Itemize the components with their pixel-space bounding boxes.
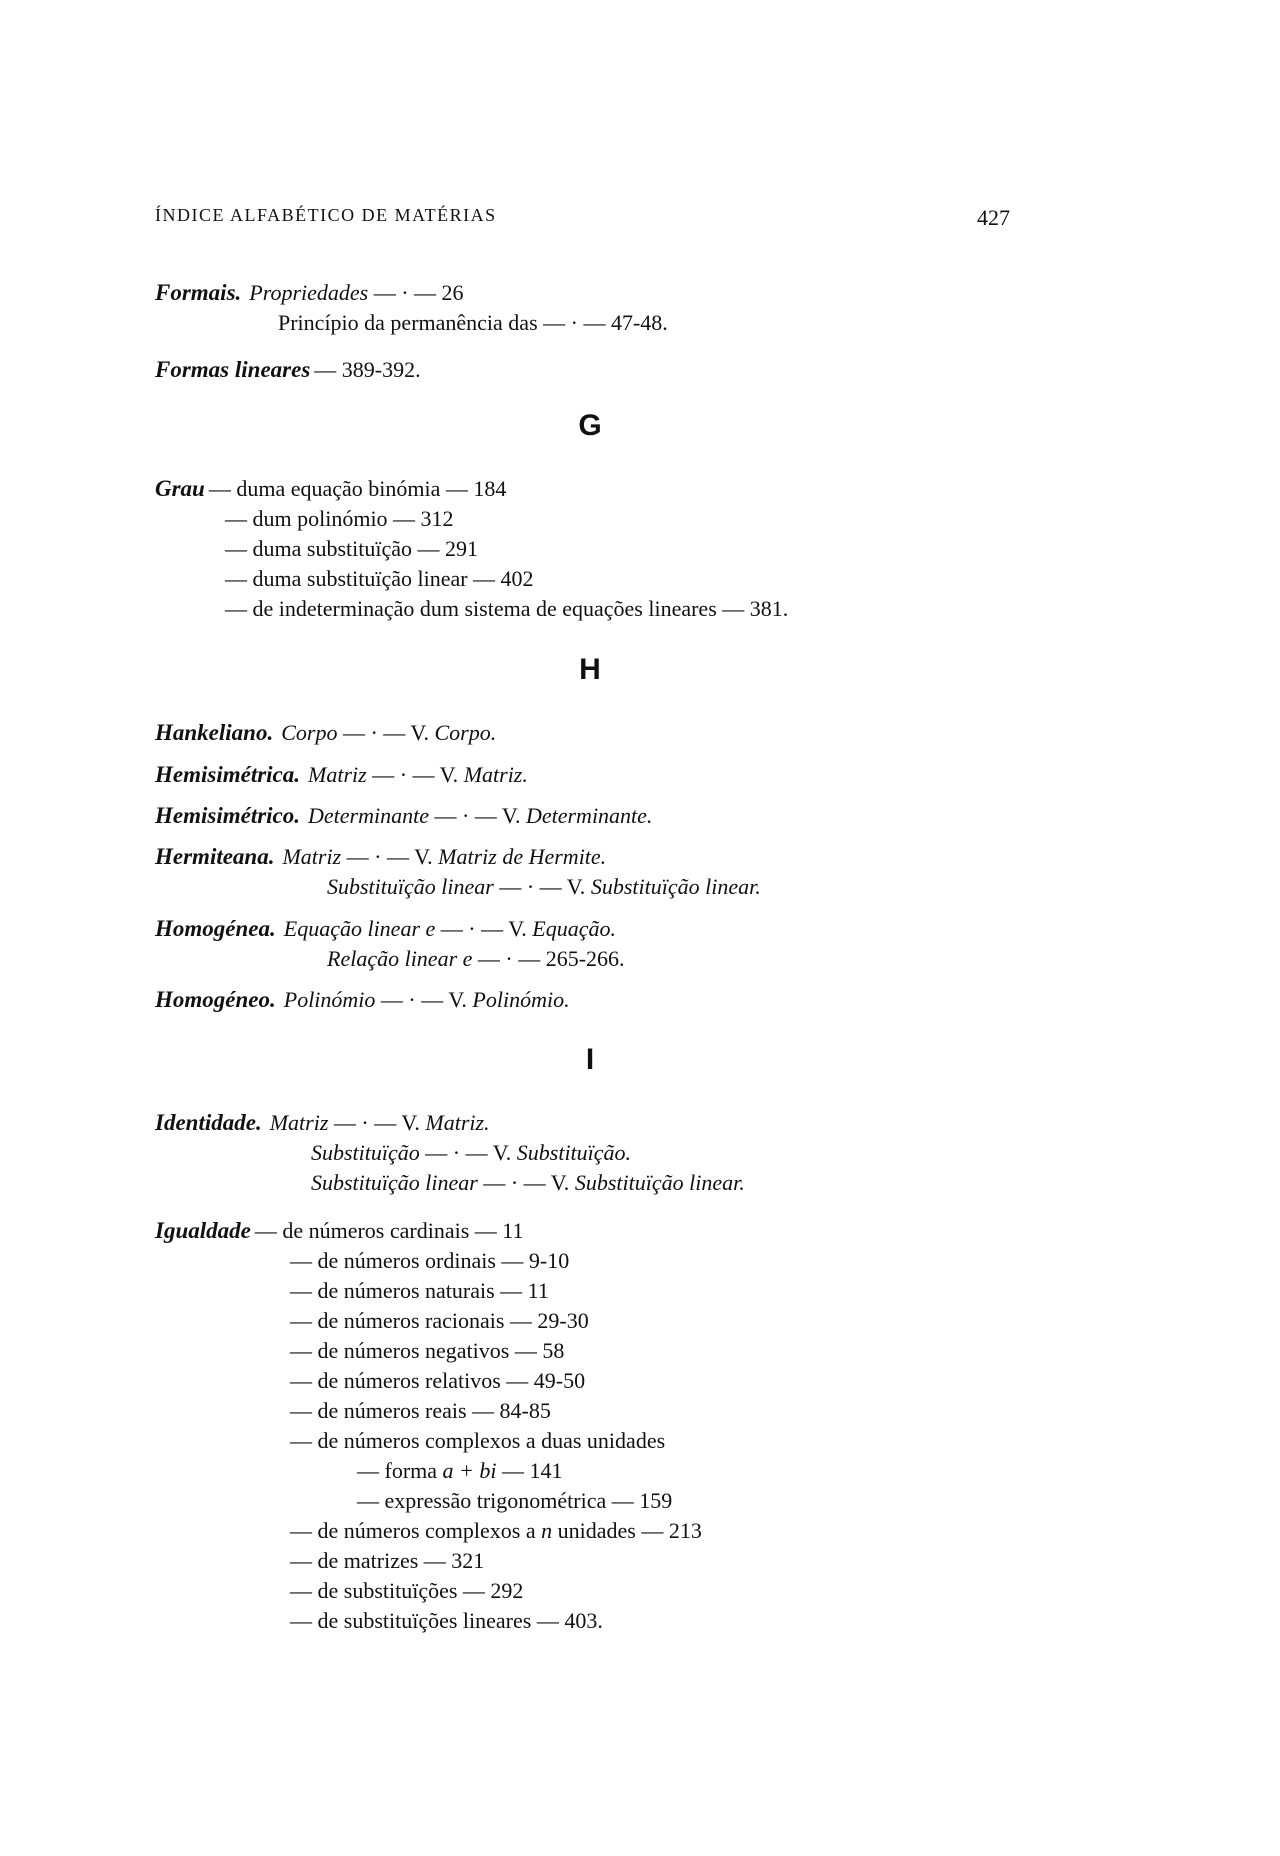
- section-letter-g: G: [578, 409, 602, 442]
- entry-line: — de números relativos — 49-50: [290, 1368, 586, 1393]
- headword: Identidade.: [155, 1110, 262, 1135]
- running-header: [155, 205, 1010, 235]
- entry-hemisimetrico: Hemisimétrico. Determinante — · — V. Determinante.: [155, 803, 653, 828]
- entry-subline: — forma a + bi — 141: [357, 1458, 563, 1483]
- entry-line: — de números complexos a n unidades — 213: [290, 1518, 702, 1543]
- entry-line: — de números ordinais — 9-10: [290, 1248, 570, 1273]
- headword: Hemisimétrico.: [155, 803, 301, 828]
- entry-homogenea: Homogénea. Equação linear e — · — V. Equação.: [155, 916, 616, 941]
- section-letter-h: H: [579, 653, 601, 686]
- header-title: ÍNDICE ALFABÉTICO DE MATÉRIAS: [155, 205, 497, 225]
- entry-line: Relação linear e — · — 265-266.: [327, 946, 625, 971]
- entry-line: — duma substituïção linear — 402: [225, 566, 534, 591]
- entry-line: Princípio da permanência das — · — 47-48.: [278, 310, 668, 335]
- entry-line: — de números naturais — 11: [290, 1278, 549, 1303]
- entry-identidade: Identidade. Matriz — · — V. Matriz.: [155, 1110, 490, 1135]
- headword: Hemisimétrica.: [155, 762, 301, 787]
- entry-formais: Formais. Propriedades — · — 26: [155, 280, 464, 305]
- entry-line: — de substituïções — 292: [290, 1578, 524, 1603]
- entry-line: — de matrizes — 321: [290, 1548, 485, 1573]
- entry-formas-lineares: Formas lineares — 389-392.: [155, 357, 421, 382]
- section-letter-i: I: [585, 1043, 595, 1076]
- headword: Igualdade: [155, 1218, 251, 1243]
- entry-igualdade: Igualdade — de números cardinais — 11: [155, 1218, 524, 1243]
- entry-line: — de substituïções lineares — 403.: [290, 1608, 603, 1633]
- entry-homogeneo: Homogéneo. Polinómio — · — V. Polinómio.: [155, 987, 570, 1012]
- entry-line: Substituïção linear — · — V. Substituïção linear.: [311, 1170, 745, 1195]
- headword: Hermiteana.: [155, 844, 275, 869]
- entry-line: — de indeterminação dum sistema de equações lineares — 381.: [225, 596, 789, 621]
- entry-line: — duma substituïção — 291: [225, 536, 478, 561]
- headword: Homogéneo.: [155, 987, 276, 1012]
- entry-line: — de números reais — 84-85: [290, 1398, 551, 1423]
- entry-line: — de números complexos a duas unidades: [290, 1428, 666, 1453]
- entry-hemisimetrica: Hemisimétrica. Matriz — · — V. Matriz.: [155, 762, 528, 787]
- entry-line: — dum polinómio — 312: [225, 506, 454, 531]
- entry-line: Substituïção — · — V. Substituïção.: [311, 1140, 632, 1165]
- entry-line: Substituïção linear — · — V. Substituïção linear.: [327, 874, 761, 899]
- entry-grau: Grau — duma equação binómia — 184: [155, 476, 507, 501]
- headword: Formais.: [155, 280, 242, 305]
- entry-hankeliano: Hankeliano. Corpo — · — V. Corpo.: [155, 720, 497, 745]
- entry-line: — de números negativos — 58: [290, 1338, 565, 1363]
- entry-line: — de números racionais — 29-30: [290, 1308, 589, 1333]
- headword: Grau: [155, 476, 205, 501]
- headword: Homogénea.: [155, 916, 276, 941]
- entry-subline: — expressão trigonométrica — 159: [357, 1488, 673, 1513]
- page-number: 427: [977, 205, 1010, 230]
- headword: Hankeliano.: [155, 720, 274, 745]
- entry-hermiteana: Hermiteana. Matriz — · — V. Matriz de Hermite.: [155, 844, 607, 869]
- headword: Formas lineares: [155, 357, 311, 382]
